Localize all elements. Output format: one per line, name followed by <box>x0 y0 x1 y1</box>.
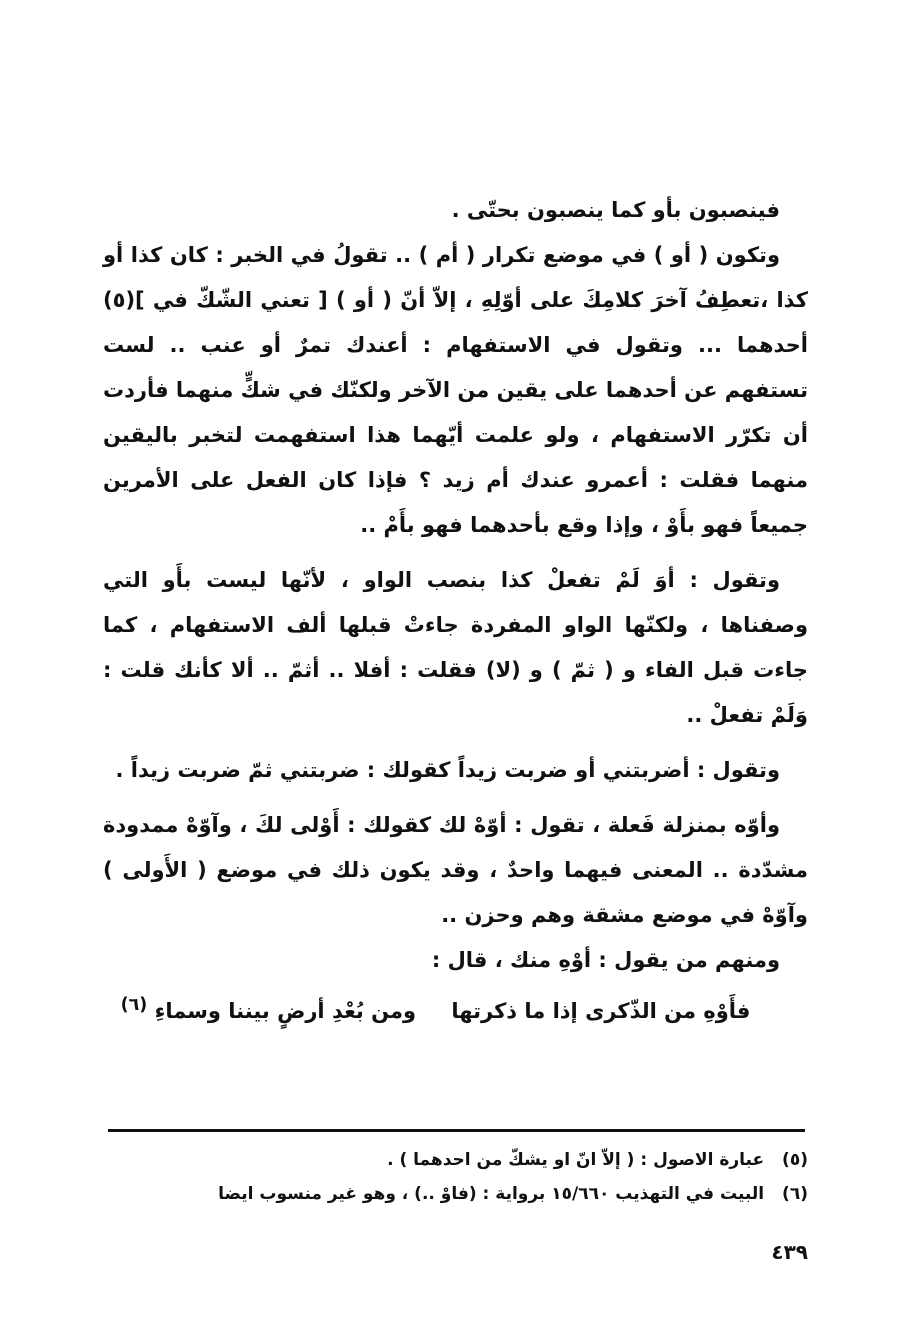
paragraph: وأوّه بمنزلة فَعلة ، تقول : أوّهْ لك كقولك : أَوْلى لكَ ، وآوّهْ ممدودة مشدّدة .. المعنى فيهما واحدٌ ، وقد يكون ذلك في موضع ( الأَولى ) وآوّهْ في موضع مشقة وهم وحزن .. <box>103 813 808 927</box>
footnote-text: عبارة الاصول : ( إلاّ انّ او يشكّ من احدهما ) . <box>387 1150 765 1170</box>
footnote-reference: (٦) <box>120 995 148 1015</box>
paragraph: وتقول : أضربتني أو ضربت زيداً كقولك : ضربتني ثمّ ضربت زيداً . <box>115 758 780 782</box>
footnote-text: البيت في التهذيب ١٥/٦٦٠ برواية : (فاوْ ..) ، وهو غير منسوب ايضا <box>218 1184 765 1204</box>
paragraph: ومنهم من يقول : أوْهِ منك ، قال : <box>431 948 780 972</box>
footnotes <box>103 1143 808 1211</box>
verse-second-text: ومن بُعْدِ أرضٍ بيننا وسماءِ <box>154 999 417 1023</box>
footnote-number: (٦) <box>782 1184 808 1204</box>
footnote <box>103 1177 808 1211</box>
paragraph: وتقول : أوَ لَمْ تفعلْ كذا بنصب الواو ، لأنّها ليست بأَو التي وصفناها ، ولكنّها الواو المفردة جاءتْ قبلها ألف الاستفهام ، كما جاءت قبل الفاء و ( ثمّ ) و (لا) فقلت : أفلا .. أثمّ .. ألا كأنك قلت : وَلَمْ تفعلْ .. <box>103 568 808 727</box>
verse-first-hemistich: فأَوْهِ من الذّكرى إذا ما ذكرتها <box>451 999 751 1023</box>
verse-second-hemistich <box>121 983 417 1034</box>
footnote-divider <box>108 1129 805 1132</box>
footnote-number: (٥) <box>782 1150 808 1170</box>
footnote <box>103 1143 808 1177</box>
paragraph: فينصبون بأو كما ينصبون بحتّى . <box>451 198 780 222</box>
poetry-verse <box>103 983 808 1034</box>
page-number: ٤٣٩ <box>771 1240 808 1264</box>
body-text <box>103 188 808 1034</box>
paragraph: وتكون ( أو ) في موضع تكرار ( أم ) .. تقولُ في الخبر : كان كذا أو كذا ،تعطِفُ آخرَ كلامِكَ على أوّلِهِ ، إلاّ أنّ ( أو ) [ تعني الشّكّ في ](٥) أحدهما ... وتقول في الاستفهام : أعندك تمرٌ أو عنب .. لست تستفهم عن أحدهما على يقين من الآخر ولكنّك في شكٍّ منهما فأردت أن تكرّر الاستفهام ، ولو علمت أيّهما هذا استفهمت لتخبر باليقين منهما فقلت : أعمرو عندك أم زيد ؟ فإذا كان الفعل على الأمرين جميعاً فهو بأَوْ ، وإذا وقع بأحدهما فهو بأَمْ .. <box>103 243 808 537</box>
